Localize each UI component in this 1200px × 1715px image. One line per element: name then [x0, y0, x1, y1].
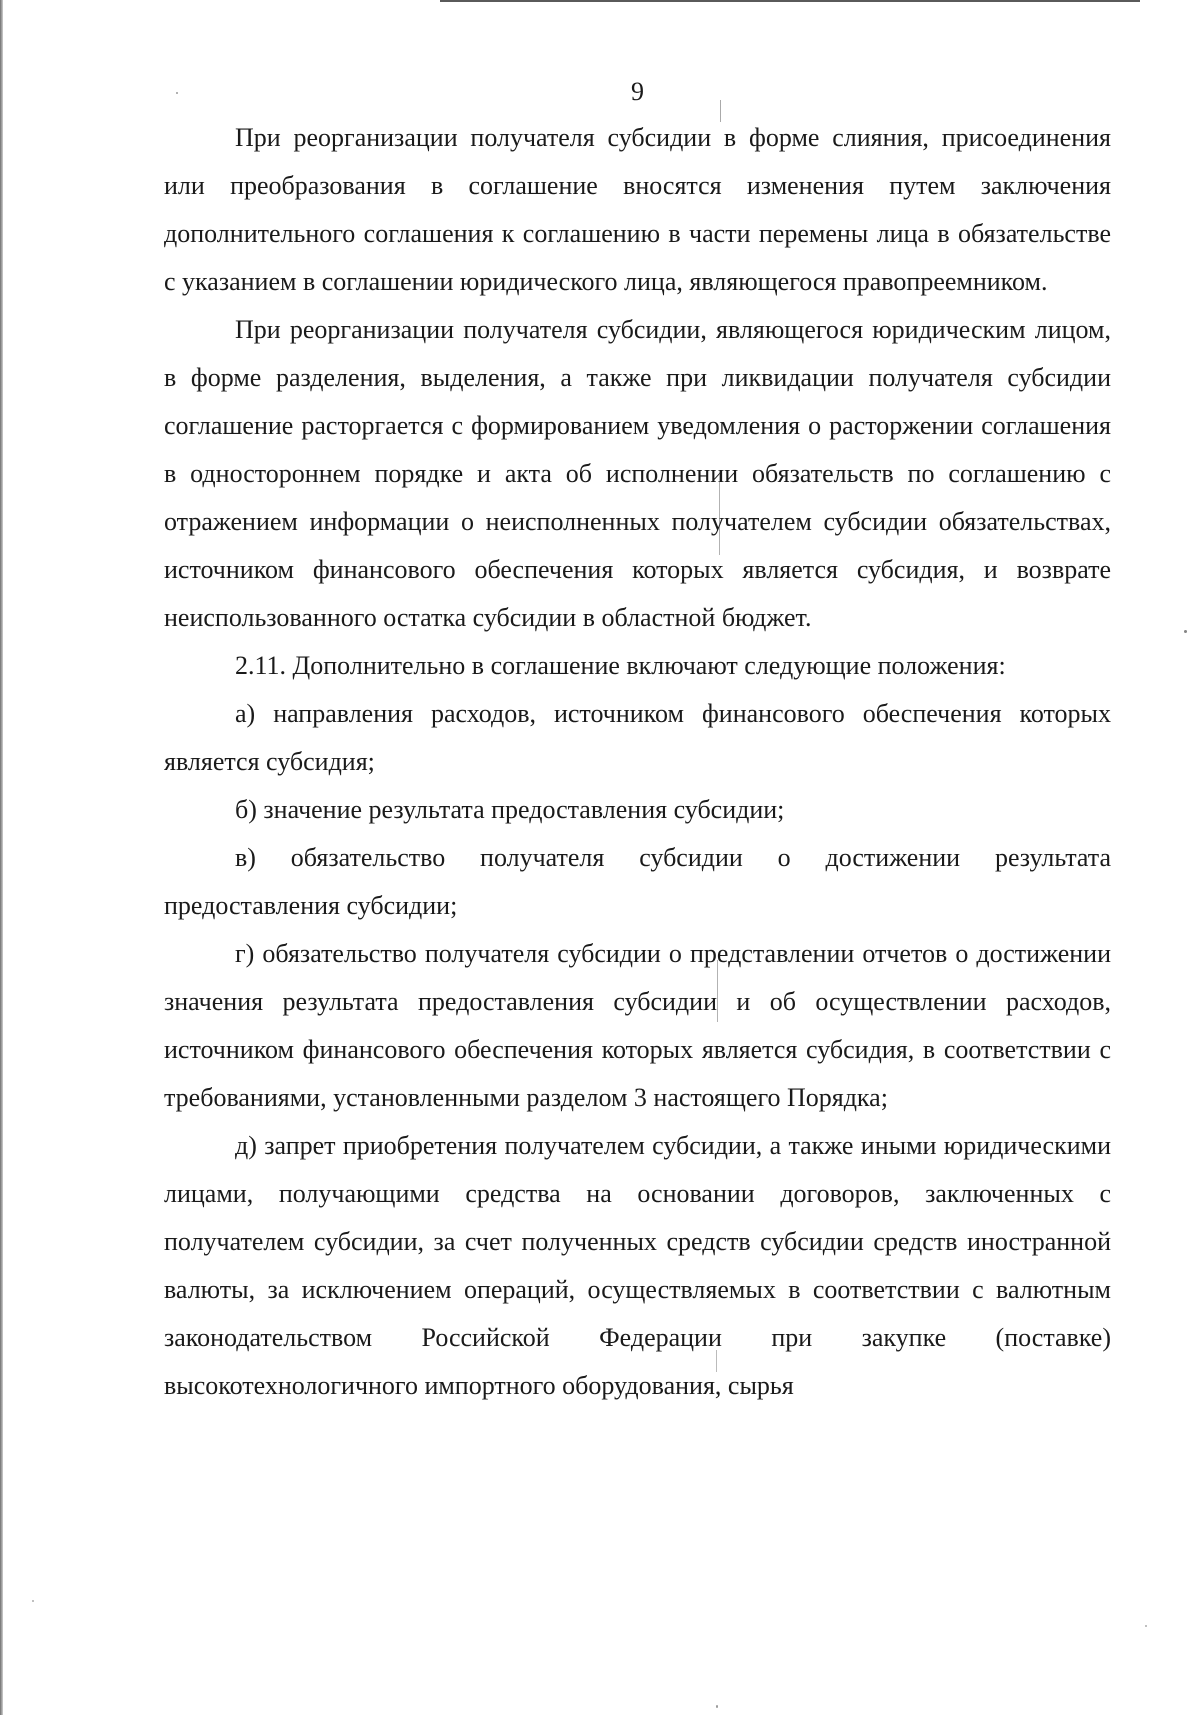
- list-item-d: д) запрет приобретения получателем субсидии, а также иными юридическими лицами, получающими средства на основании договоров, заключенных с получателем субсидии, за счет полученных средств субсидии средств иностранной валюты, за исключением операций, осуществляемых в соответствии с валютным законодательством Российской Федерации при закупке (поставке) высокотехнологичного импортного оборудования, сырья: [164, 1131, 1111, 1400]
- paragraph-reorganization-division: При реорганизации получателя субсидии, являющегося юридическим лицом, в форме разделения, выделения, а также при ликвидации получателя субсидии соглашение расторгается с формированием уведомления о расторжении соглашения в одностороннем порядке и акта об исполнении обязательств по соглашению с отражением информации о неисполненных получателем субсидии обязательствах, источником финансового обеспечения которых является субсидия, и возврате неиспользованного остатка субсидии в областной бюджет.: [164, 315, 1111, 632]
- document-body: [164, 114, 1111, 1410]
- list-item-b: б) значение результата предоставления субсидии;: [235, 795, 785, 824]
- scan-fold-mark: [716, 1350, 717, 1372]
- scan-speck: [1145, 1625, 1147, 1627]
- scan-left-edge: [0, 0, 3, 1715]
- scan-fold-mark: [717, 960, 718, 1022]
- scan-speck: [1184, 630, 1187, 633]
- scan-speck: [32, 1600, 34, 1602]
- list-item-v: в) обязательство получателя субсидии о достижении результата предоставления субсидии;: [164, 843, 1111, 920]
- paragraph-reorganization-merger: При реорганизации получателя субсидии в форме слияния, присоединения или преобразования в соглашение вносятся изменения путем заключения дополнительного соглашения к соглашению в части перемены лица в обязательстве с указанием в соглашении юридического лица, являющегося правопреемником.: [164, 123, 1111, 296]
- scan-speck: [176, 92, 178, 94]
- list-item-a: а) направления расходов, источником финансового обеспечения которых является субсидия;: [164, 699, 1111, 776]
- scan-fold-mark: [720, 100, 721, 122]
- scan-speck: [716, 1705, 718, 1708]
- paragraph-2-11-heading: 2.11. Дополнительно в соглашение включают следующие положения:: [235, 651, 1006, 680]
- scan-top-edge: [440, 0, 1140, 2]
- scan-fold-mark: [719, 470, 720, 555]
- page-number: 9: [631, 77, 644, 106]
- list-item-g: г) обязательство получателя субсидии о представлении отчетов о достижении значения результата предоставления субсидии и об осуществлении расходов, источником финансового обеспечения которых является субсидия, в соответствии с требованиями, установленными разделом 3 настоящего Порядка;: [164, 939, 1111, 1112]
